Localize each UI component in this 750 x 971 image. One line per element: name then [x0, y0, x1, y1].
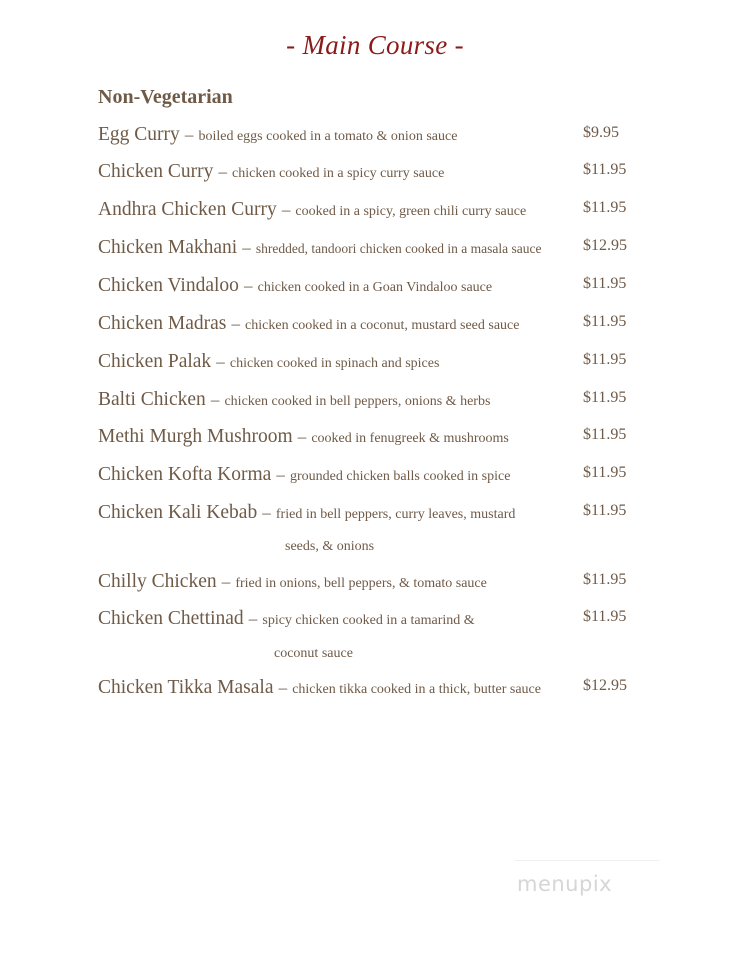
item-dash: –	[221, 572, 231, 591]
item-description: chicken cooked in a spicy curry sauce	[232, 166, 445, 181]
page-title: - Main Course -	[286, 30, 464, 60]
item-dash: –	[276, 465, 285, 484]
item-price: $11.95	[583, 199, 627, 216]
menu-item	[98, 571, 638, 601]
menu-item	[98, 351, 638, 381]
item-name: Chicken Curry	[98, 161, 214, 182]
item-price: $11.95	[583, 275, 627, 292]
item-description: boiled eggs cooked in a tomato & onion sauce	[198, 129, 458, 144]
item-price: $12.95	[583, 677, 627, 694]
item-dash: –	[231, 314, 240, 333]
item-description: cooked in a spicy, green chili curry sauce	[295, 204, 527, 219]
item-name: Balti Chicken	[98, 389, 206, 410]
item-price: $11.95	[583, 502, 627, 519]
item-description-continued: seeds, & onions	[285, 539, 375, 554]
item-name: Egg Curry	[98, 124, 180, 145]
menu-item	[98, 426, 638, 456]
menu-item	[98, 313, 638, 343]
item-description: shredded, tandoori chicken cooked in a masala sauce	[255, 241, 542, 256]
item-dash: –	[210, 390, 220, 409]
item-description: spicy chicken cooked in a tamarind &	[262, 613, 475, 628]
item-price: $11.95	[583, 426, 627, 443]
item-name: Chicken Madras	[98, 313, 227, 334]
item-price: $11.95	[583, 351, 627, 368]
menu-item	[98, 161, 638, 191]
item-description: cooked in fenugreek & mushrooms	[311, 431, 509, 446]
item-price: $11.95	[583, 571, 627, 588]
item-description: chicken cooked in bell peppers, onions & herbs	[224, 394, 491, 409]
item-name: Chicken Chettinad	[98, 608, 244, 629]
item-description: chicken cooked in a coconut, mustard seed sauce	[245, 318, 520, 333]
item-price: $11.95	[583, 464, 627, 481]
item-description: chicken cooked in spinach and spices	[229, 356, 440, 371]
item-name: Chicken Tikka Masala	[98, 677, 274, 698]
item-name: Chicken Kofta Korma	[98, 464, 272, 485]
item-dash: –	[216, 352, 225, 371]
item-dash: –	[281, 200, 291, 219]
item-price: $11.95	[583, 313, 627, 330]
menu-item	[98, 677, 638, 707]
item-dash: –	[184, 125, 194, 144]
item-description: fried in onions, bell peppers, & tomato sauce	[235, 576, 487, 591]
item-name: Chicken Palak	[98, 351, 212, 372]
menu-item	[98, 608, 638, 638]
item-price: $11.95	[583, 161, 627, 178]
menu-item	[98, 502, 638, 532]
item-dash: –	[242, 238, 251, 257]
menu-item	[98, 389, 638, 419]
watermark-rule	[515, 860, 660, 861]
item-dash: –	[218, 162, 227, 181]
item-price: $11.95	[583, 389, 627, 406]
item-dash: –	[297, 427, 307, 446]
item-name: Andhra Chicken Curry	[98, 199, 277, 220]
item-price: $9.95	[583, 124, 619, 141]
item-dash: –	[244, 276, 253, 295]
menu-item	[98, 464, 638, 494]
item-dash: –	[248, 609, 258, 628]
section-heading: Non-Vegetarian	[98, 86, 233, 108]
menu-item	[98, 199, 638, 229]
item-description: chicken cooked in a Goan Vindaloo sauce	[257, 280, 493, 295]
item-name: Chicken Kali Kebab	[98, 502, 258, 523]
menu-item	[98, 124, 638, 154]
item-name: Chicken Vindaloo	[98, 275, 239, 296]
item-price: $11.95	[583, 608, 627, 625]
item-description: fried in bell peppers, curry leaves, mustard	[275, 507, 516, 522]
item-name: Chicken Makhani	[98, 237, 238, 258]
menu-item	[98, 237, 638, 267]
item-dash: –	[262, 503, 271, 522]
menu-item	[98, 275, 638, 305]
item-description-continued: coconut sauce	[274, 646, 353, 661]
item-description: grounded chicken balls cooked in spice	[289, 469, 511, 484]
item-name: Chilly Chicken	[98, 571, 217, 592]
item-price: $12.95	[583, 237, 627, 254]
item-description: chicken tikka cooked in a thick, butter sauce	[292, 682, 541, 697]
item-dash: –	[278, 678, 288, 697]
item-name: Methi Murgh Mushroom	[98, 426, 293, 447]
watermark-logo: menupix	[517, 872, 613, 896]
